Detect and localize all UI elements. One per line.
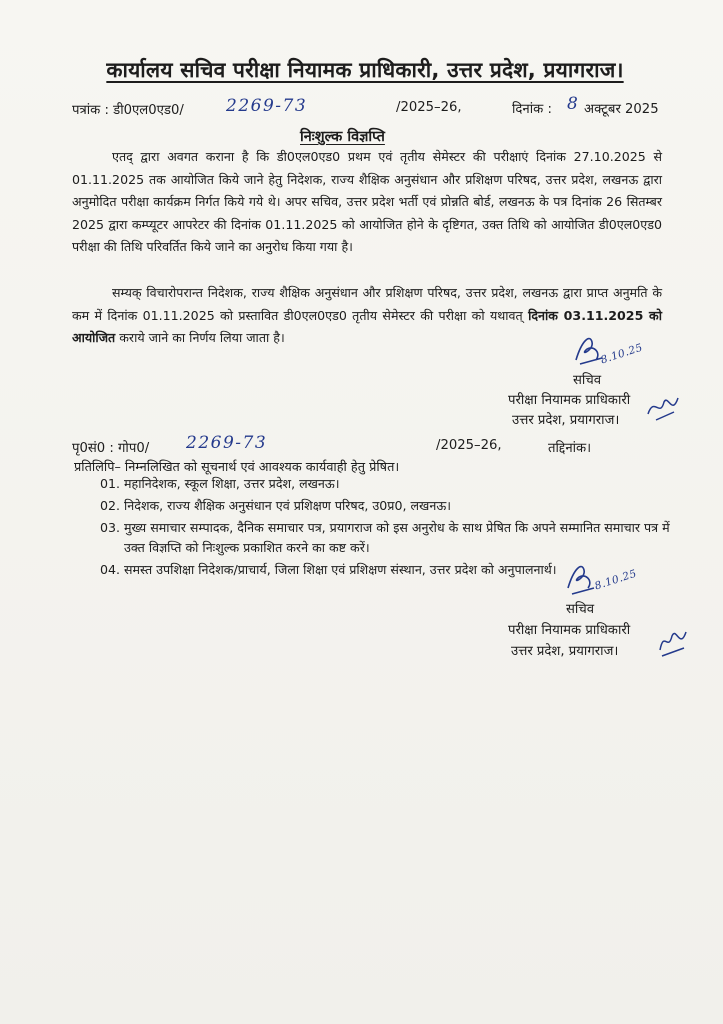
signature1-line-2: परीक्षा नियामक प्राधिकारी <box>508 393 631 408</box>
list-item: 02. निदेशक, राज्य शैक्षिक अनुसंधान एवं प्रशिक्षण परिषद, उ0प्र0, लखनऊ। <box>100 498 451 513</box>
signature1-date: 8.10.25 <box>599 341 645 367</box>
notice-heading: निःशुल्क विज्ञप्ति <box>300 129 385 145</box>
signature1-line-3: उत्तर प्रदेश, प्रयागराज। <box>512 413 620 428</box>
signature2-line-3: उत्तर प्रदेश, प्रयागराज। <box>511 644 619 659</box>
para2-bold-date: दिनांक 03.11.2025 को आयोजित <box>72 307 662 346</box>
para2-text-after: कराये जाने का निर्णय लिया जाता है। <box>119 330 285 346</box>
copy-ref-tadinank: तद्दिनांक। <box>548 441 592 456</box>
copy-ref-year: /2025–26, <box>436 438 502 453</box>
list-item: 01. महानिदेशक, स्कूल शिक्षा, उत्तर प्रदेश, लखनऊ। <box>100 476 340 491</box>
signature2-line-1: सचिव <box>566 602 595 617</box>
signature2-line-2: परीक्षा नियामक प्राधिकारी <box>508 623 631 638</box>
signature-scribble-icon <box>656 624 690 658</box>
copy-ref-handwritten: 2269-73 <box>186 433 268 453</box>
dinank-handwritten: 8 <box>567 94 580 114</box>
patrank-year: /2025–26, <box>396 100 462 115</box>
copy-ref-label: पृ0सं0 : गोप0/ <box>72 441 150 456</box>
copy-list-intro: प्रतिलिपि– निम्नलिखित को सूचनार्थ एवं आवश्यक कार्यवाही हेतु प्रेषित। <box>74 460 400 475</box>
office-title: कार्यालय सचिव परीक्षा नियामक प्राधिकारी, उत्तर प्रदेश, प्रयागराज। <box>106 58 624 82</box>
list-item: 03. मुख्य समाचार सम्पादक, दैनिक समाचार पत्र, प्रयागराज को इस अनुरोध के साथ प्रेषित कि अपने सम्मानित समाचार पत्र में उक्त विज्ञप्ति को निःशुल्क प्रकाशित करने का कष्ट करें। <box>100 520 670 555</box>
patrank-handwritten: 2269-73 <box>226 96 308 116</box>
para2-text-before: सम्यक् विचारोपरान्त निदेशक, राज्य शैक्षिक अनुसंधान और प्रशिक्षण परिषद, उत्तर प्रदेश, लखनऊ द्वारा प्राप्त अनुमति के कम में दिनांक 01.11.2025 को प्रस्तावित डी0एल0एड0 तृतीय सेमेस्टर की परीक्षा को यथावत् <box>72 285 662 323</box>
notice-paragraph-1: एतद् द्वारा अवगत कराना है कि डी0एल0एड0 प्रथम एवं तृतीय सेमेस्टर की परीक्षाएं दिनांक 27.10.2025 से 01.11.2025 तक आयोजित किये जाने हेतु निदेशक, राज्य शैक्षिक अनुसंधान और प्रशिक्षण परिषद, उत्तर प्रदेश, लखनऊ द्वारा अनुमोदित परीक्षा कार्यक्रम निर्गत किये गये थे। अपर सचिव, उत्तर प्रदेश भर्ती एवं प्रोन्नति बोर्ड, लखनऊ के पत्र दिनांक 26 सितम्बर 2025 द्वारा कम्प्यूटर आपरेटर की दिनांक 01.11.2025 को आयोजित होने के दृष्टिगत, उक्त तिथि को आयोजित डी0एल0एड0 परीक्षा की तिथि परिवर्तित किये जाने का अनुरोध किया गया है। <box>72 149 662 255</box>
signature-scribble-icon <box>646 392 682 422</box>
dinank-label: दिनांक : <box>512 102 552 117</box>
list-item: 04. समस्त उपशिक्षा निदेशक/प्राचार्य, जिला शिक्षा एवं प्रशिक्षण संस्थान, उत्तर प्रदेश को अनुपालनार्थ। <box>100 562 557 577</box>
dinank-rest: अक्टूबर 2025 <box>584 102 659 117</box>
patrank-label: पत्रांक : डी0एल0एड0/ <box>72 103 184 118</box>
signature2-date: 8.10.25 <box>593 567 639 593</box>
signature1-line-1: सचिव <box>573 373 602 388</box>
